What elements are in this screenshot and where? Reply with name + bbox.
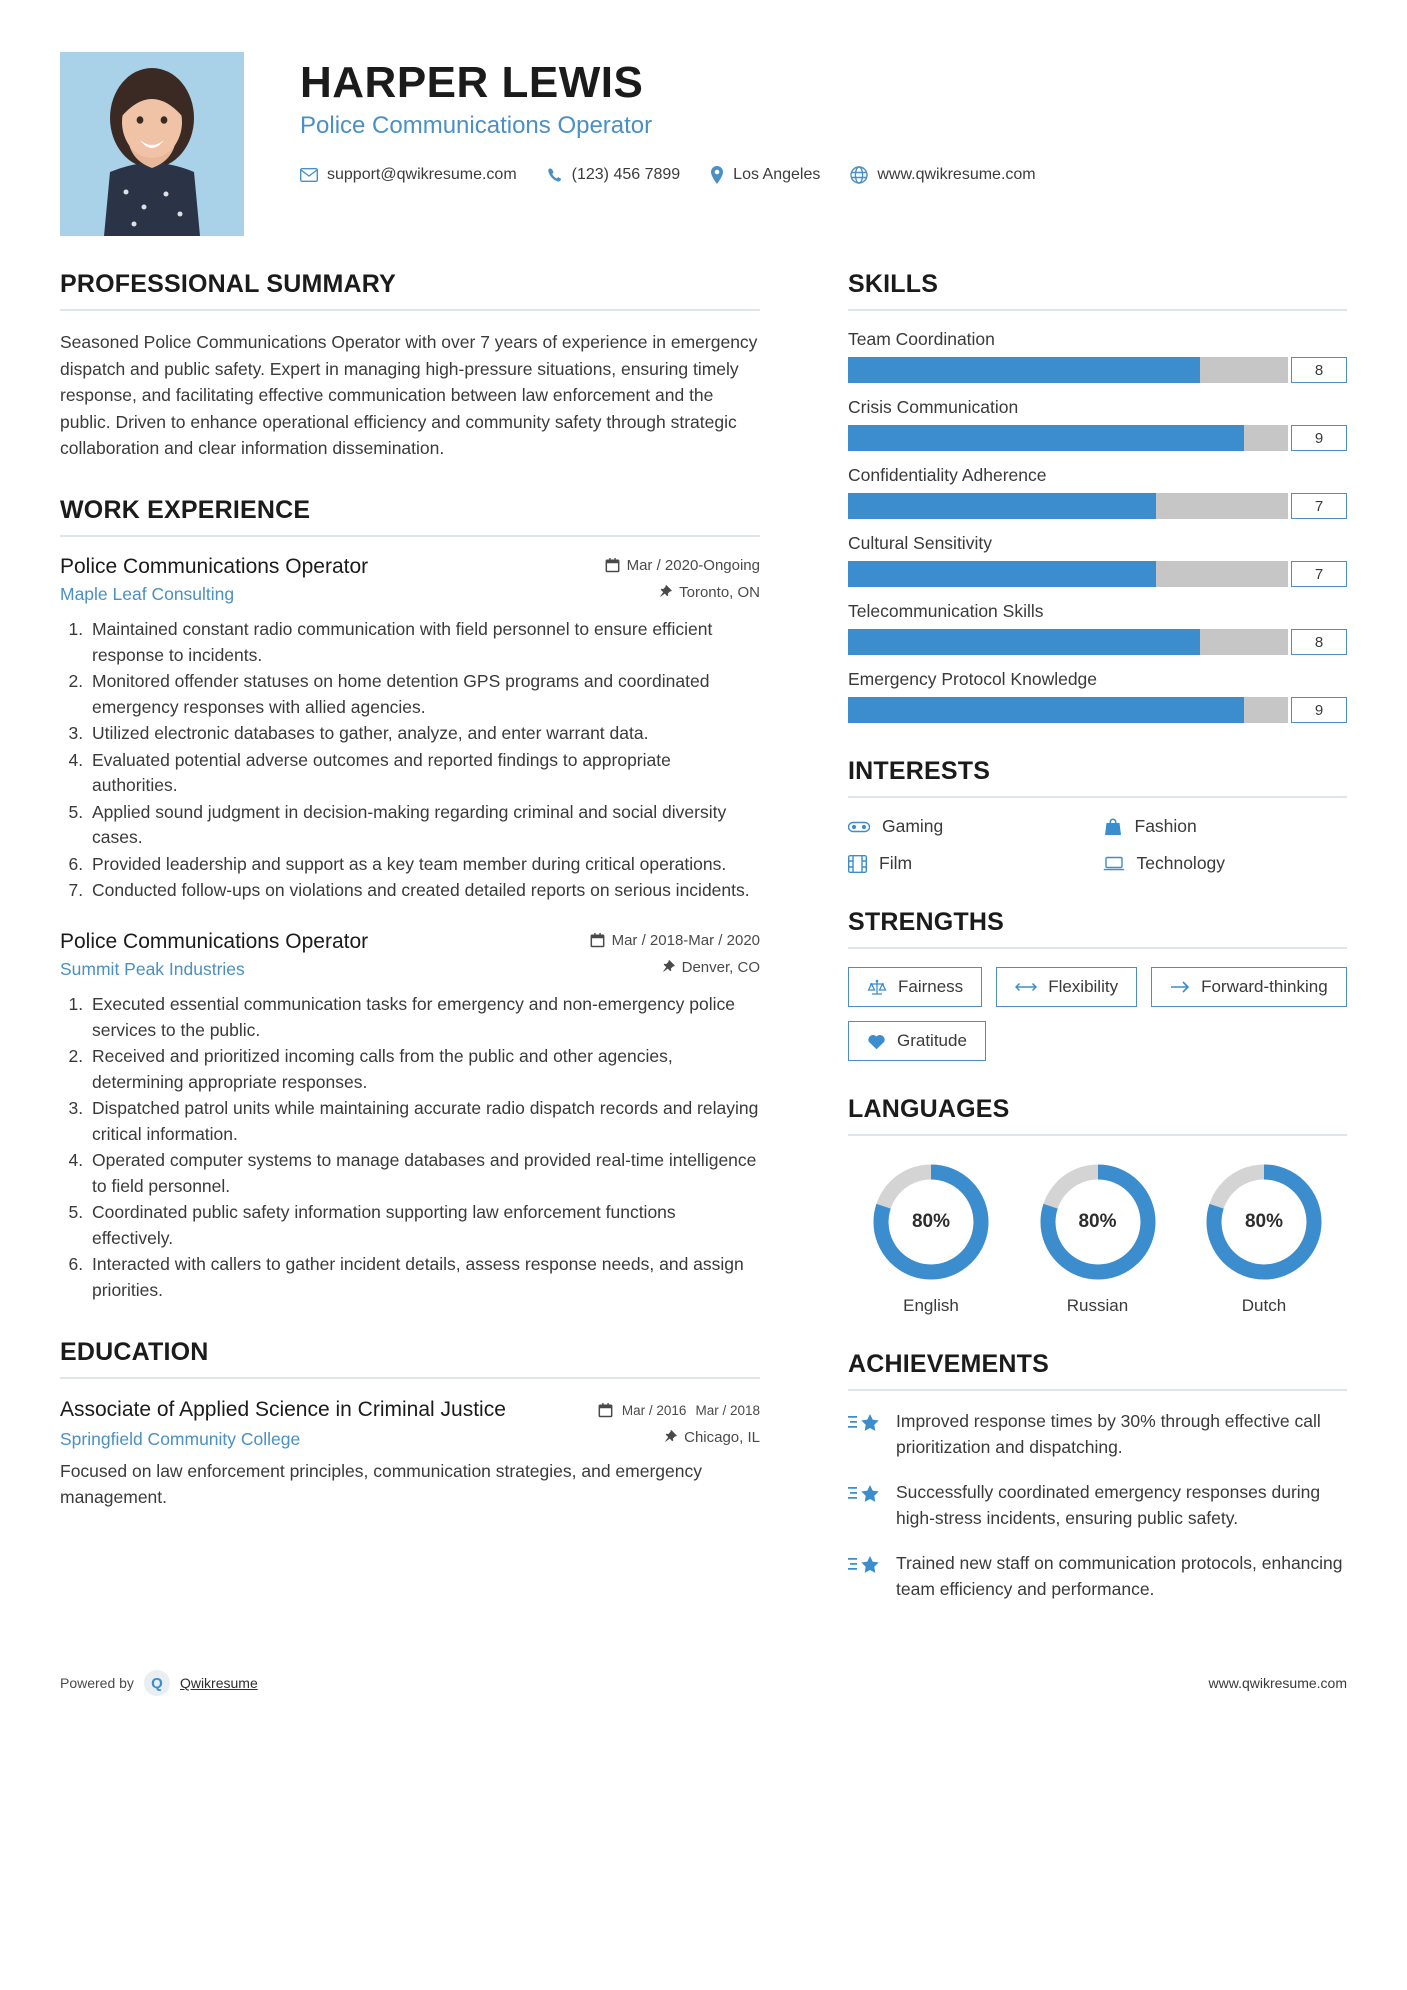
skill-label: Emergency Protocol Knowledge [848,669,1098,689]
skill-label: Telecommunication Skills [848,601,1044,621]
summary-text: Seasoned Police Communications Operator with over 7 years of experience in emergency dispatch and public safety. Expert in managing high-pressure situations, ensuring timely response, and facilitating effective communication between law enforcement and the public. Driven to enhance operational efficiency and community safety through strategic collaboration and clear information dissemination. [60,332,758,459]
experience-bullets [60,617,760,904]
education-location [665,1429,760,1446]
resume-body [60,270,1347,1636]
education-location-text: Chicago, IL [684,1428,760,1446]
right-column [800,270,1347,1636]
language-label: Dutch [1241,1296,1287,1315]
achievement-text: Trained new staff on communication protocols, enhancing team efficiency and performance. [896,1553,1343,1599]
bullet: 3. Dispatched patrol units while maintaining accurate radio dispatch records and relaying critical information. [88,1096,760,1147]
achievement-text: Improved response times by 30% through effective call prioritization and dispatching. [896,1411,1321,1457]
skill-label: Team Coordination [848,329,995,349]
experience-item [60,555,760,904]
star-badge-icon [848,1480,882,1512]
education-item [60,1397,760,1511]
skill-bar [848,629,1347,655]
skill-label: Crisis Communication [848,397,1019,417]
skill-track [848,493,1288,519]
star-badge-icon [848,1409,882,1441]
experience-bullets [60,992,760,1304]
language-donut [1036,1160,1160,1284]
skill-fill [848,629,1200,655]
page-title: HARPER LEWIS [300,58,644,107]
interest-label: Film [879,853,913,873]
languages-heading: LANGUAGES [848,1095,1010,1123]
skill-fill [848,357,1200,383]
language-percent: 80% [1078,1211,1117,1232]
arrow-right-icon [1170,980,1190,994]
arrows-icon [1015,980,1037,994]
pin-icon [663,960,675,975]
interests-grid [848,816,1347,874]
language-label: English [903,1296,959,1315]
skill-value: 8 [1291,629,1347,655]
star-badge-icon [848,1551,882,1583]
avatar [60,52,244,236]
divider [848,1389,1347,1391]
bullet: 7. Conducted follow-ups on violations and created detailed reports on serious incidents. [88,878,760,904]
skill-fill [848,425,1244,451]
experience-title: Police Communications Operator [60,929,369,953]
left-column [60,270,800,1544]
skill-label: Confidentiality Adherence [848,465,1047,485]
bullet: 3. Utilized electronic databases to gather, analyze, and enter warrant data. [88,721,760,747]
language-donut [1202,1160,1326,1284]
experience-title: Police Communications Operator [60,554,369,578]
divider [848,796,1347,798]
interest-item [1103,816,1348,837]
bullet: 6. Provided leadership and support as a key team member during critical operations. [88,852,760,878]
divider [60,535,760,537]
skill-bar [848,357,1347,383]
location-icon [710,166,724,184]
achievement-item [848,1409,1347,1460]
strength-label: Gratitude [897,1031,967,1050]
section-education [60,1338,760,1511]
contact-website-text: www.qwikresume.com [877,166,1036,184]
language-item [1023,1160,1173,1316]
section-strengths [848,908,1347,1061]
skill-item [848,533,1347,587]
experience-date [590,932,760,949]
section-languages [848,1095,1347,1316]
languages-list [848,1154,1347,1316]
skill-fill [848,493,1156,519]
experience-item [60,930,760,1304]
contact-row [300,166,1347,184]
strength-label: Forward-thinking [1201,977,1328,996]
section-interests [848,757,1347,874]
education-dates [598,1397,760,1419]
experience-item-sub [60,959,760,980]
bullet: 1. Executed essential communication tasks for emergency and non-emergency police services to the public. [88,992,760,1043]
interest-item [848,853,1093,874]
interests-heading: INTERESTS [848,757,991,785]
experience-location-text: Denver, CO [681,958,760,976]
powered-by [60,1670,258,1696]
education-heading: EDUCATION [60,1337,209,1366]
language-percent: 80% [911,1211,951,1232]
experience-date-text: Mar / 2020-Ongoing [626,556,760,574]
experience-heading: WORK EXPERIENCE [60,495,311,524]
section-achievements [848,1350,1347,1602]
laptop-icon [1103,856,1125,872]
education-description: Focused on law enforcement principles, communication strategies, and emergency management. [60,1460,702,1508]
qwikresume-link[interactable]: Qwikresume [179,1675,258,1692]
contact-website[interactable] [850,166,1035,184]
achievements-heading: ACHIEVEMENTS [848,1350,1050,1378]
strength-label: Fairness [898,977,964,996]
achievement-text: Successfully coordinated emergency responses during high-stress incidents, ensuring public safety. [896,1482,1321,1528]
scales-icon [867,978,887,996]
page-footer [60,1664,1347,1696]
qwikresume-logo-icon: Q [144,1670,170,1696]
skill-bar [848,561,1347,587]
bullet: 1. Maintained constant radio communication with field personnel to ensure efficient response to incidents. [88,617,760,668]
gamepad-icon [848,819,870,835]
skill-item [848,669,1347,723]
experience-company: Maple Leaf Consulting [60,583,235,604]
skill-track [848,425,1288,451]
heart-icon [867,1033,886,1050]
mail-icon [300,168,318,182]
pin-icon [665,1430,677,1445]
pin-icon [660,585,672,600]
skill-item [848,601,1347,655]
skill-fill [848,561,1156,587]
section-summary [60,270,760,462]
skill-value: 7 [1291,561,1347,587]
interest-label: Technology [1136,853,1226,873]
achievement-item [848,1480,1347,1531]
section-experience [60,496,760,1304]
job-role: Police Communications Operator [300,112,653,140]
education-start: Mar / 2016 [621,1402,687,1418]
bullet: 6. Interacted with callers to gather incident details, assess response needs, and assign priorities. [88,1252,760,1303]
skill-track [848,357,1288,383]
experience-location [660,584,760,601]
divider [60,1377,760,1379]
contact-phone-text: (123) 456 7899 [571,166,681,184]
divider [848,309,1347,311]
experience-item-sub [60,584,760,605]
skill-bar [848,425,1347,451]
strengths-list [848,967,1347,1061]
skill-value: 9 [1291,697,1347,723]
experience-location-text: Toronto, ON [679,583,760,601]
strength-label: Flexibility [1048,977,1119,996]
bullet: 5. Coordinated public safety information supporting law enforcement functions effectively. [88,1200,760,1251]
experience-date-text: Mar / 2018-Mar / 2020 [611,931,760,949]
skill-value: 9 [1291,425,1347,451]
experience-company: Summit Peak Industries [60,958,245,979]
summary-heading: PROFESSIONAL SUMMARY [60,270,396,298]
interest-label: Fashion [1134,816,1197,836]
bullet: 4. Operated computer systems to manage databases and provided real-time intelligence to field personnel. [88,1148,760,1199]
language-donut [869,1160,993,1284]
strengths-heading: STRENGTHS [848,908,1004,936]
experience-item-head [60,555,760,579]
skill-track [848,629,1288,655]
divider [848,947,1347,949]
resume-header [60,52,1347,236]
footer-url: www.qwikresume.com [1208,1675,1347,1692]
interest-item [1103,853,1348,874]
interest-item [848,816,1093,837]
calendar-icon [598,1403,613,1418]
section-skills [848,270,1347,723]
film-icon [848,855,867,873]
contact-location-text: Los Angeles [733,166,821,184]
achievement-item [848,1551,1347,1602]
header-main [244,52,1347,184]
globe-icon [850,166,868,184]
strength-item [848,1021,986,1061]
skill-item [848,329,1347,383]
skill-value: 8 [1291,357,1347,383]
skill-value: 7 [1291,493,1347,519]
language-percent: 80% [1244,1211,1284,1232]
education-end: Mar / 2018 [695,1402,760,1418]
calendar-icon [590,933,605,948]
education-item-head [60,1397,760,1423]
contact-phone[interactable] [547,166,681,184]
language-item [1189,1160,1339,1316]
contact-location[interactable] [710,166,820,184]
skill-track [848,697,1288,723]
skill-item [848,465,1347,519]
phone-icon [547,167,563,183]
contact-email[interactable] [300,166,517,184]
experience-location [663,959,760,976]
strength-item [996,967,1137,1007]
interest-label: Gaming [882,816,944,836]
skill-fill [848,697,1244,723]
education-school: Springfield Community College [60,1428,301,1449]
bullet: 5. Applied sound judgment in decision-making regarding criminal and social diversity cases. [88,800,760,851]
divider [60,309,760,311]
skill-bar [848,493,1347,519]
language-item [856,1160,1006,1316]
divider [848,1134,1347,1136]
skills-heading: SKILLS [848,270,939,298]
bag-icon [1103,818,1123,836]
experience-date [605,557,760,574]
language-label: Russian [1066,1296,1129,1315]
strength-item [1151,967,1347,1007]
education-item-sub [60,1429,760,1450]
experience-item-head [60,930,760,954]
skill-bar [848,697,1347,723]
calendar-icon [605,558,620,573]
bullet: 2. Received and prioritized incoming calls from the public and other agencies, determining appropriate responses. [88,1044,760,1095]
education-degree: Associate of Applied Science in Criminal Justice [60,1397,506,1421]
contact-email-text: support@qwikresume.com [327,166,517,184]
skill-item [848,397,1347,451]
bullet: 2. Monitored offender statuses on home detention GPS programs and coordinated emergency responses with allied agencies. [88,669,760,720]
bullet: 4. Evaluated potential adverse outcomes and reported findings to appropriate authorities. [88,748,760,799]
skill-track [848,561,1288,587]
strength-item [848,967,982,1007]
powered-by-label: Powered by [60,1675,134,1692]
skill-label: Cultural Sensitivity [848,533,992,553]
